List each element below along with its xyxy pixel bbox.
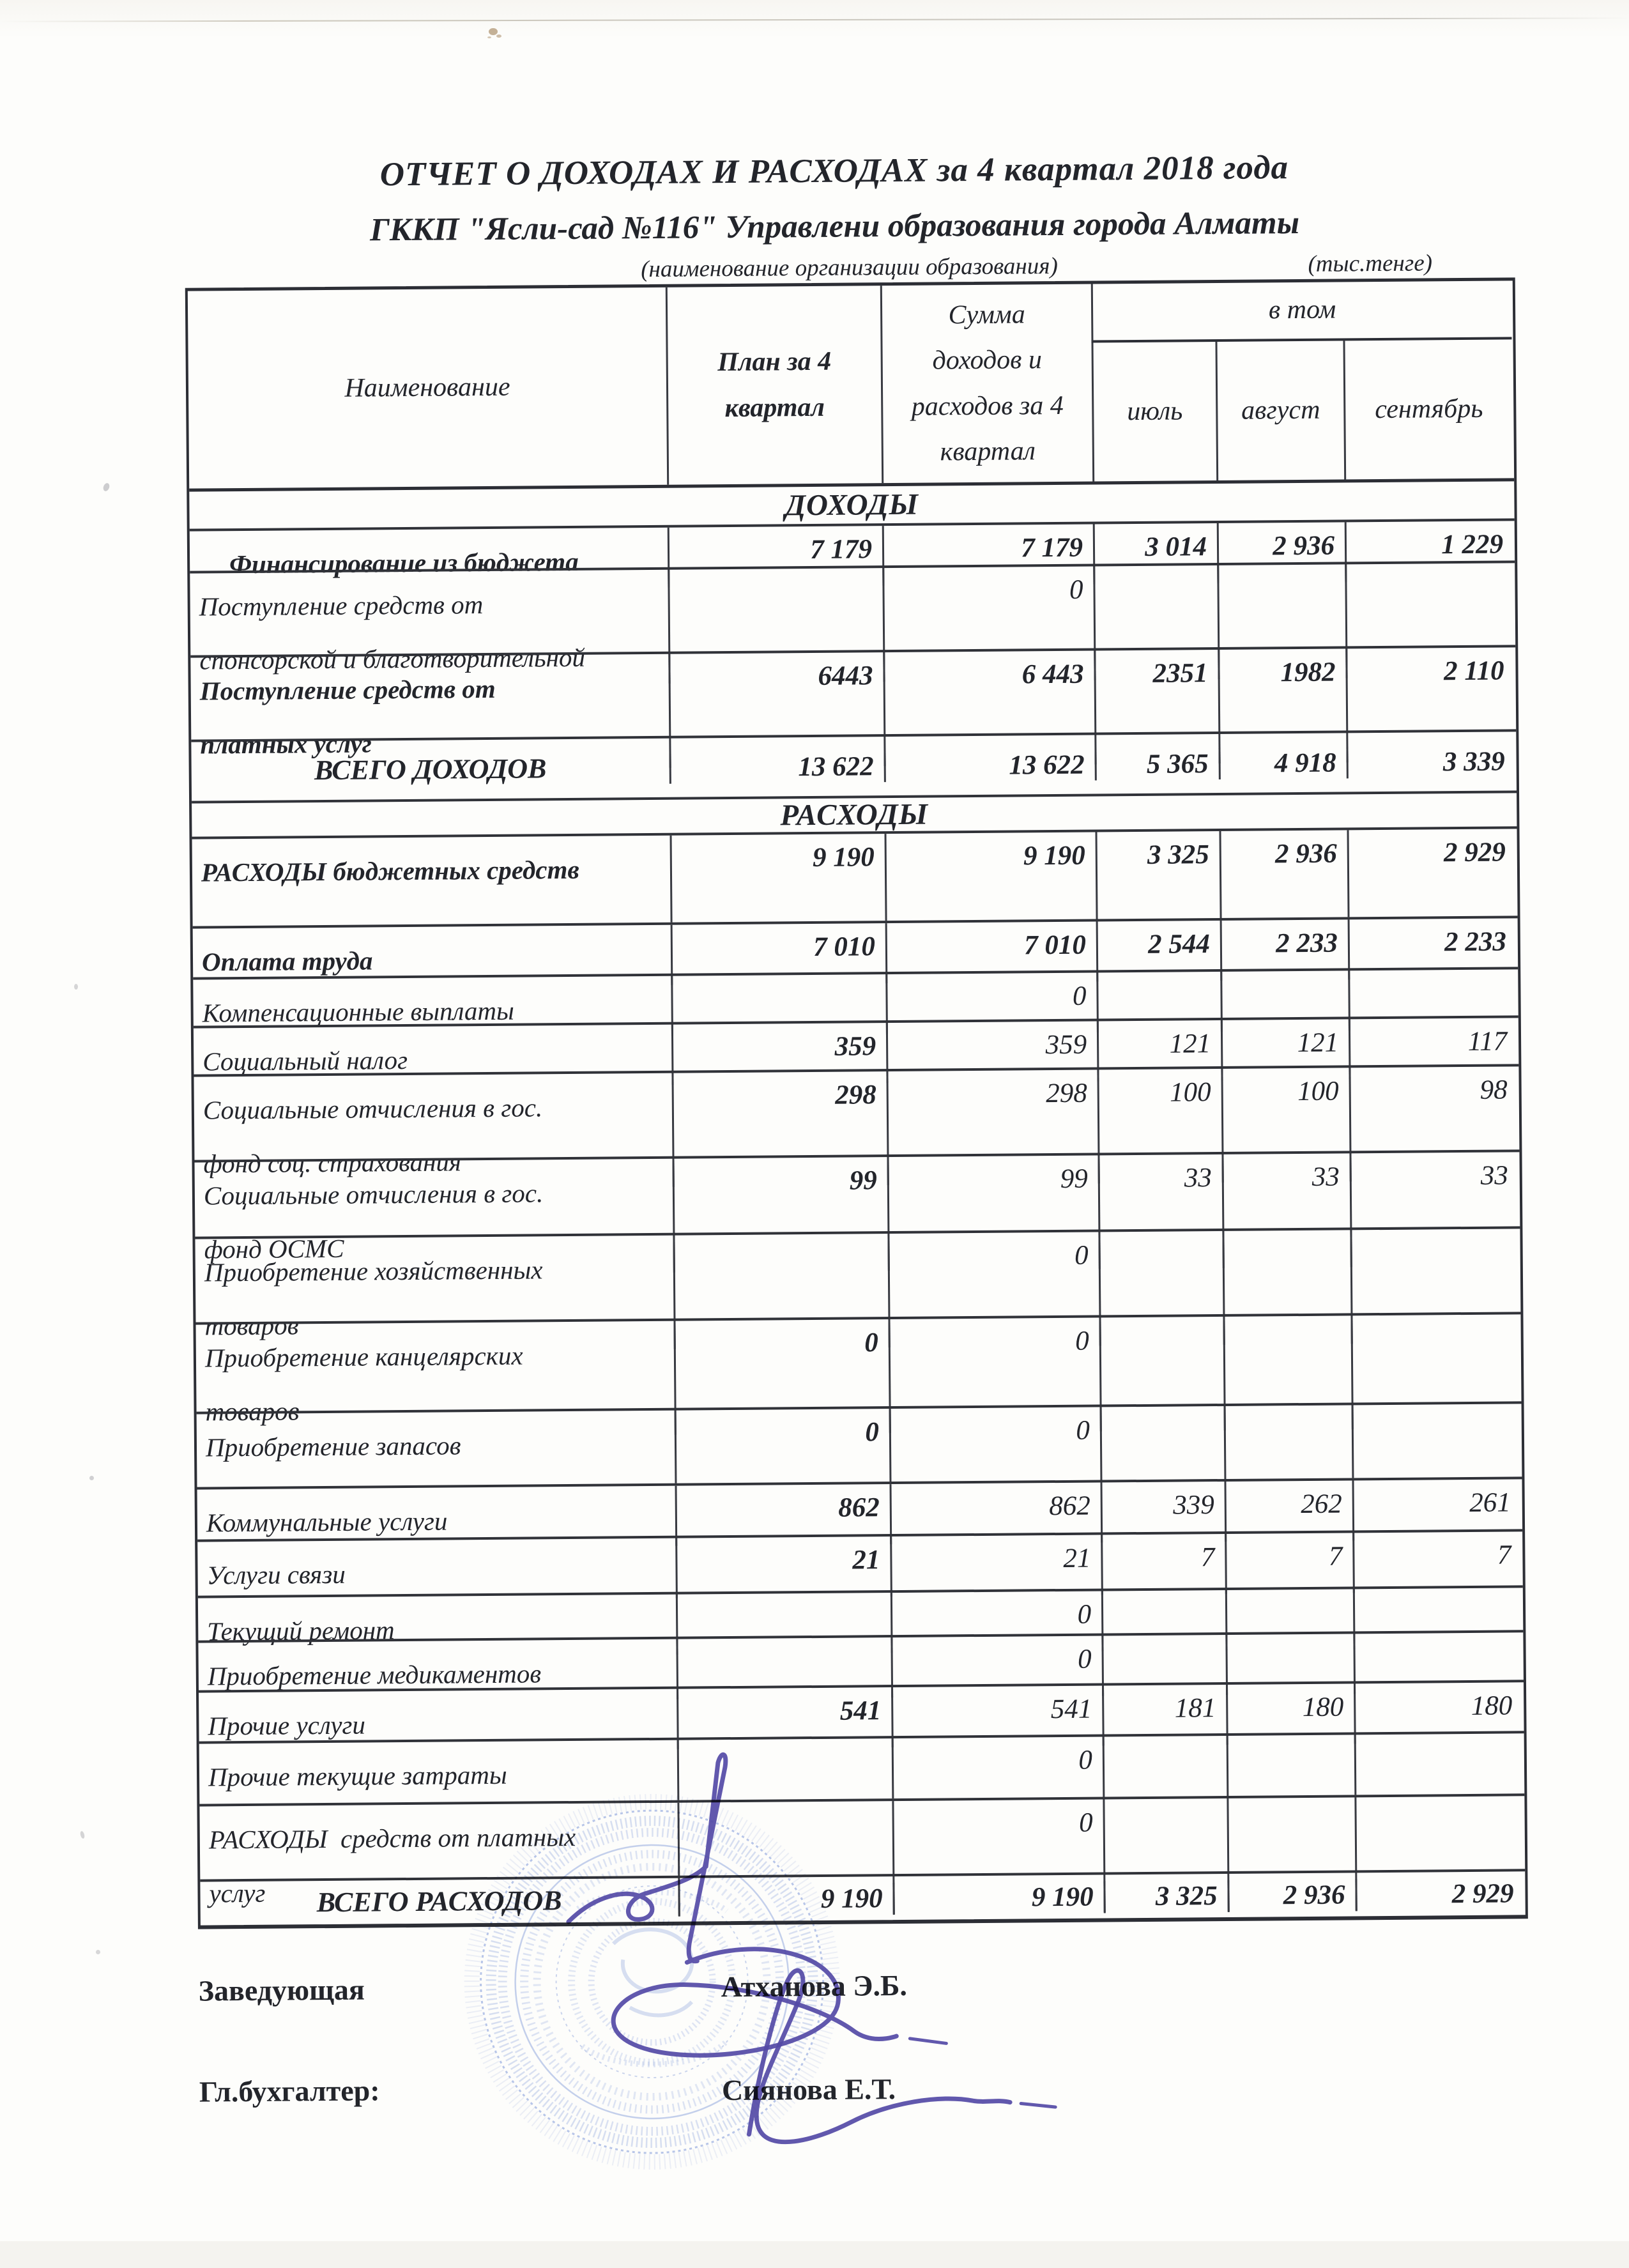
- value-cell-july: [1103, 1736, 1227, 1797]
- value-cell-july: 3 014: [1093, 523, 1218, 585]
- table-row: [195, 1312, 1521, 1427]
- value-cell-sum: 0: [891, 1636, 1102, 1697]
- column-header-name: Наименование: [344, 372, 510, 403]
- value-cell-plan: 21: [675, 1536, 891, 1598]
- value-cell-plan: 13 622: [669, 751, 883, 784]
- value-cell-september: 2 929: [1347, 829, 1516, 917]
- row-name-cell: Поступление средств от платных услуг: [199, 673, 496, 760]
- column-header-august: август: [1215, 341, 1344, 480]
- value-cell-july: 181: [1102, 1685, 1227, 1746]
- value-cell-august: 2 936: [1219, 830, 1347, 918]
- row-name-cell: Финансирование из бюджета: [229, 546, 579, 579]
- value-cell-august: 2 936: [1227, 1879, 1355, 1912]
- row-name-cell: Прочие текущие затраты: [208, 1759, 507, 1792]
- row-name-cell: Оплата труда: [201, 946, 373, 977]
- value-cell-sum: 862: [890, 1483, 1101, 1545]
- value-cell-august: 180: [1226, 1683, 1354, 1745]
- value-cell-september: 261: [1352, 1479, 1521, 1540]
- row-name-cell: Прочие услуги: [208, 1710, 366, 1741]
- org-name-caption: (наименование организации образования): [641, 252, 1059, 283]
- value-cell-sum: 0: [885, 973, 1097, 1035]
- row-name-cell: Социальные отчисления в гос. фонд соц. страхования: [203, 1092, 543, 1179]
- table-body: [189, 481, 1526, 1925]
- value-cell-august: 2 936: [1217, 522, 1345, 583]
- table-row: [197, 1401, 1522, 1487]
- row-name-cell: Компенсационные выплаты: [202, 995, 515, 1028]
- value-cell-july: 5 365: [1094, 748, 1218, 781]
- value-cell-august: [1227, 1735, 1355, 1796]
- value-cell-sum: 0: [882, 567, 1094, 682]
- value-cell-sum: 0: [889, 1407, 1101, 1482]
- value-cell-september: 98: [1349, 1066, 1518, 1181]
- table-row: [195, 1226, 1520, 1341]
- table-row: [200, 1869, 1526, 1925]
- value-cell-july: 121: [1097, 1020, 1221, 1082]
- value-cell-september: 3 339: [1346, 746, 1515, 778]
- value-cell-sum: 0: [892, 1799, 1103, 1915]
- row-name-cell: РАСХОДЫ средств от платных услуг: [208, 1821, 576, 1908]
- value-cell-plan: 862: [675, 1484, 891, 1546]
- value-cell-plan: 541: [677, 1687, 892, 1749]
- value-cell-sum: 359: [886, 1022, 1097, 1084]
- value-cell-sum: 99: [887, 1156, 1098, 1271]
- value-cell-sum: 541: [891, 1685, 1103, 1747]
- value-cell-september: 7: [1352, 1531, 1522, 1593]
- value-cell-plan: 7 179: [668, 526, 883, 588]
- row-name-cell: Приобретение медикаментов: [207, 1659, 542, 1691]
- value-cell-august: 4 918: [1218, 747, 1346, 779]
- column-header-september: сентябрь: [1343, 339, 1513, 479]
- value-cell-sum: 9 190: [885, 832, 1096, 921]
- table-row: [191, 729, 1517, 801]
- value-cell-plan: 6443: [668, 652, 883, 768]
- row-name-cell: ВСЕГО ДОХОДОВ: [314, 753, 547, 786]
- column-header-july: июль: [1091, 342, 1216, 482]
- value-cell-sum: 7 179: [882, 525, 1094, 586]
- value-cell-july: 339: [1100, 1482, 1225, 1543]
- value-cell-august: 1982: [1218, 648, 1346, 763]
- value-cell-sum: 0: [892, 1736, 1103, 1798]
- row-name-cell: ВСЕГО РАСХОДОВ: [316, 1884, 562, 1918]
- value-cell-july: 3 325: [1103, 1880, 1227, 1912]
- value-cell-july: 2351: [1094, 650, 1218, 765]
- value-cell-sum: 0: [887, 1232, 1099, 1348]
- value-cell-august: 2 233: [1220, 919, 1349, 981]
- row-name-cell: Коммунальные услуги: [206, 1506, 448, 1538]
- row-name-cell: РАСХОДЫ бюджетных средств: [201, 854, 579, 887]
- value-cell-plan: 7 010: [671, 923, 886, 985]
- value-cell-september: 2 233: [1348, 918, 1517, 979]
- row-name-cell: Поступление средств от спонсорской и благотворительной: [199, 590, 586, 675]
- value-cell-september: 1 229: [1345, 521, 1514, 582]
- column-header-sum: Сумма доходов и расходов за 4 квартал: [880, 284, 1092, 484]
- table-row: [197, 1529, 1523, 1595]
- value-cell-july: 7: [1101, 1534, 1225, 1595]
- role-label-director: Заведующая: [198, 1973, 365, 2007]
- value-cell-plan: [677, 1738, 892, 1800]
- value-cell-september: 33: [1349, 1152, 1518, 1267]
- row-name-cell: Приобретение запасов: [205, 1430, 461, 1462]
- value-cell-plan: 359: [671, 1023, 887, 1085]
- value-cell-sum: 0: [888, 1318, 1099, 1434]
- role-label-accountant: Гл.бухгалтер:: [199, 2074, 380, 2108]
- table-row: [190, 645, 1516, 760]
- value-cell-august: 7: [1225, 1533, 1353, 1594]
- value-cell-sum: 21: [890, 1535, 1101, 1597]
- value-cell-september: 180: [1354, 1682, 1523, 1743]
- value-cell-july: 3 325: [1095, 831, 1220, 919]
- value-cell-plan: 9 190: [670, 834, 885, 923]
- value-cell-september: [1352, 1404, 1521, 1478]
- row-name-cell: Социальные отчисления в гос. фонд ОСМС: [203, 1178, 544, 1264]
- value-cell-august: 121: [1221, 1019, 1349, 1080]
- value-cell-sum: 6 443: [883, 651, 1094, 767]
- row-name-cell: Услуги связи: [206, 1559, 346, 1590]
- table-header: [188, 280, 1514, 491]
- row-name-cell: Приобретение хозяйственных товаров: [204, 1255, 543, 1341]
- table-row: [194, 1149, 1520, 1264]
- units-caption: (тыс.тенге): [1308, 250, 1433, 277]
- row-name-cell: Приобретение канцелярских товаров: [204, 1340, 523, 1427]
- value-cell-sum: 0: [891, 1591, 1102, 1653]
- column-group-header: в том: [1091, 280, 1512, 342]
- value-cell-plan: 9 190: [678, 1883, 892, 1916]
- row-name-cell: Социальный налог: [203, 1045, 408, 1077]
- value-cell-plan: 99: [672, 1157, 887, 1273]
- page-subtitle: ГККП "Ясли-сад №116" Управлени образования города Алматы: [369, 204, 1300, 249]
- value-cell-sum: 298: [886, 1070, 1097, 1186]
- row-name-cell: Текущий ремонт: [207, 1615, 395, 1646]
- signer-name-accountant: Сиянова Е.Т.: [721, 2073, 896, 2107]
- value-cell-august: 262: [1224, 1480, 1352, 1542]
- value-cell-plan: 0: [673, 1319, 889, 1435]
- table-row: [199, 1731, 1525, 1804]
- value-cell-sum: 7 010: [885, 922, 1097, 984]
- value-cell-plan: 0: [675, 1409, 890, 1483]
- value-cell-july: 100: [1097, 1069, 1221, 1184]
- signer-name-director: Атханова Э.Б.: [721, 1968, 908, 2004]
- value-cell-september: 117: [1349, 1018, 1518, 1079]
- value-cell-august: 100: [1221, 1068, 1349, 1183]
- section-title: РАСХОДЫ: [780, 797, 929, 832]
- value-cell-september: 2 110: [1345, 647, 1515, 762]
- value-cell-august: [1224, 1405, 1352, 1479]
- page-title: ОТЧЕТ О ДОХОДАХ И РАСХОДАХ за 4 квартал 2018 года: [379, 149, 1289, 194]
- table-row: [192, 826, 1518, 926]
- value-cell-july: 2 544: [1096, 921, 1221, 982]
- value-cell-plan: 298: [671, 1071, 887, 1187]
- value-cell-july: 33: [1097, 1154, 1222, 1269]
- value-cell-sum: 13 622: [883, 749, 1094, 782]
- value-cell-july: [1100, 1406, 1225, 1480]
- value-cell-sum: 9 190: [892, 1881, 1103, 1914]
- column-header-plan: План за 4 квартал: [666, 286, 882, 485]
- value-cell-august: 33: [1221, 1153, 1350, 1268]
- section-title: ДОХОДЫ: [784, 487, 919, 523]
- value-cell-september: [1354, 1733, 1524, 1795]
- value-cell-september: 2 929: [1355, 1878, 1524, 1910]
- report-table: [185, 277, 1528, 1929]
